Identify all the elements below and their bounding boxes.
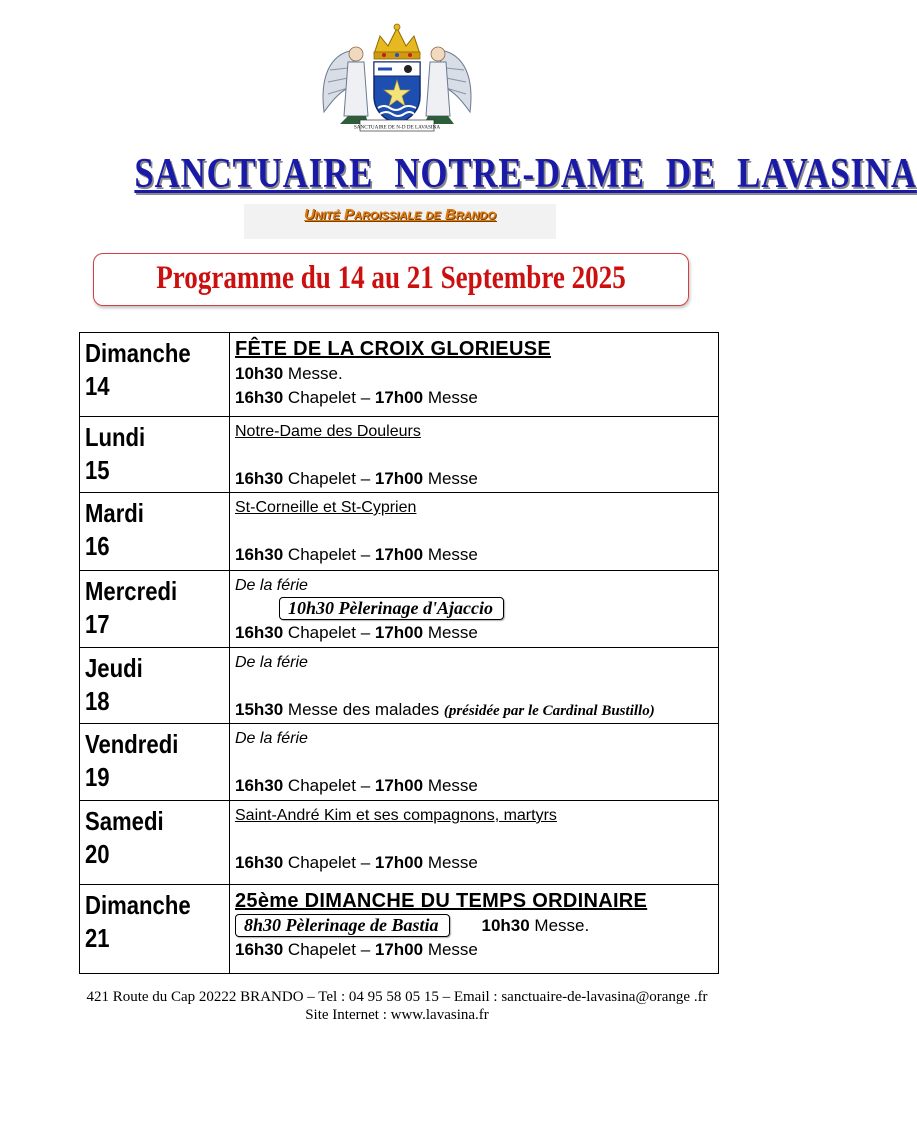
schedule-line: 16h30 Chapelet – 17h00 Messe [235,623,478,642]
day-number: 19 [85,762,110,792]
day-cell [80,493,230,571]
schedule-line: 10h30 Messe. [235,364,343,383]
table-row [80,333,719,417]
day-cell [80,417,230,493]
day-cell [80,801,230,885]
table-row [80,571,719,648]
schedule-cell [230,801,719,885]
table-row [80,493,719,571]
day-number: 17 [85,609,110,639]
day-cell [80,333,230,417]
day-name: Jeudi [85,653,143,683]
feast-title: De la férie [235,730,308,747]
day-cell [80,885,230,974]
table-row [80,885,719,974]
logo-caption: SANCTUAIRE DE N-D DE LAVASINA [353,124,441,131]
footer-website: Site Internet : www.lavasina.fr [305,1007,489,1023]
day-number: 16 [85,531,110,561]
schedule-cell [230,724,719,801]
feast-title: St-Corneille et St-Cyprien [235,499,417,516]
schedule-cell [230,885,719,974]
schedule-cell [230,333,719,417]
schedule-table [79,332,719,974]
day-name: Dimanche [85,890,191,920]
schedule-line: 15h30 Messe des malades (présidée par le Cardinal Bustillo) [235,700,655,719]
table-row [80,801,719,885]
sanctuary-coat-of-arms-icon [318,20,476,138]
schedule-cell [230,571,719,648]
program-title: Programme du 14 au 21 Septembre 2025 [156,260,626,296]
day-name: Mardi [85,498,144,528]
page-subtitle: Unité Paroissiale de Brando [303,206,497,223]
day-name: Dimanche [85,338,191,368]
pilgrimage-box: 8h30 Pèlerinage de Bastia [235,914,450,937]
feast-title: 25ème DIMANCHE DU TEMPS ORDINAIRE [235,890,648,912]
day-number: 15 [85,455,110,485]
schedule-line: 16h30 Chapelet – 17h00 Messe [235,469,478,488]
schedule-line: 16h30 Chapelet – 17h00 Messe [235,545,478,564]
schedule-line: 16h30 Chapelet – 17h00 Messe [235,853,478,872]
day-name: Lundi [85,422,146,452]
feast-title: De la férie [235,577,308,594]
feast-title: FÊTE DE LA CROIX GLORIEUSE [235,338,551,360]
schedule-cell [230,648,719,724]
page-title: SANCTUAIRE NOTRE-DAME DE LAVASINA [134,151,917,197]
schedule-cell [230,417,719,493]
pilgrimage-box: 10h30 Pèlerinage d'Ajaccio [279,597,504,620]
day-number: 18 [85,686,110,716]
day-name: Vendredi [85,729,179,759]
day-name: Mercredi [85,576,178,606]
table-row [80,648,719,724]
table-row [80,417,719,493]
day-number: 14 [85,371,110,401]
schedule-line: 8h30 Pèlerinage de Bastia 10h30 Messe. [235,914,718,938]
day-cell [80,724,230,801]
schedule-line: 16h30 Chapelet – 17h00 Messe [235,776,478,795]
feast-title: Notre-Dame des Douleurs [235,423,421,440]
schedule-line: 16h30 Chapelet – 17h00 Messe [235,940,478,959]
schedule-cell [230,493,719,571]
schedule-line: 16h30 Chapelet – 17h00 Messe [235,388,478,407]
footer [0,988,794,1024]
table-row [80,724,719,801]
presided-note: (présidée par le Cardinal Bustillo) [443,703,655,719]
feast-title: Saint-André Kim et ses compagnons, martyrs [235,807,557,824]
day-cell [80,648,230,724]
day-number: 21 [85,923,110,953]
day-number: 20 [85,839,110,869]
feast-title: De la férie [235,654,308,671]
day-name: Samedi [85,806,164,836]
footer-contact: 421 Route du Cap 20222 BRANDO – Tel : 04 95 58 05 15 – Email : sanctuaire-de-lavasina@orange .fr [86,989,708,1005]
day-cell [80,571,230,648]
